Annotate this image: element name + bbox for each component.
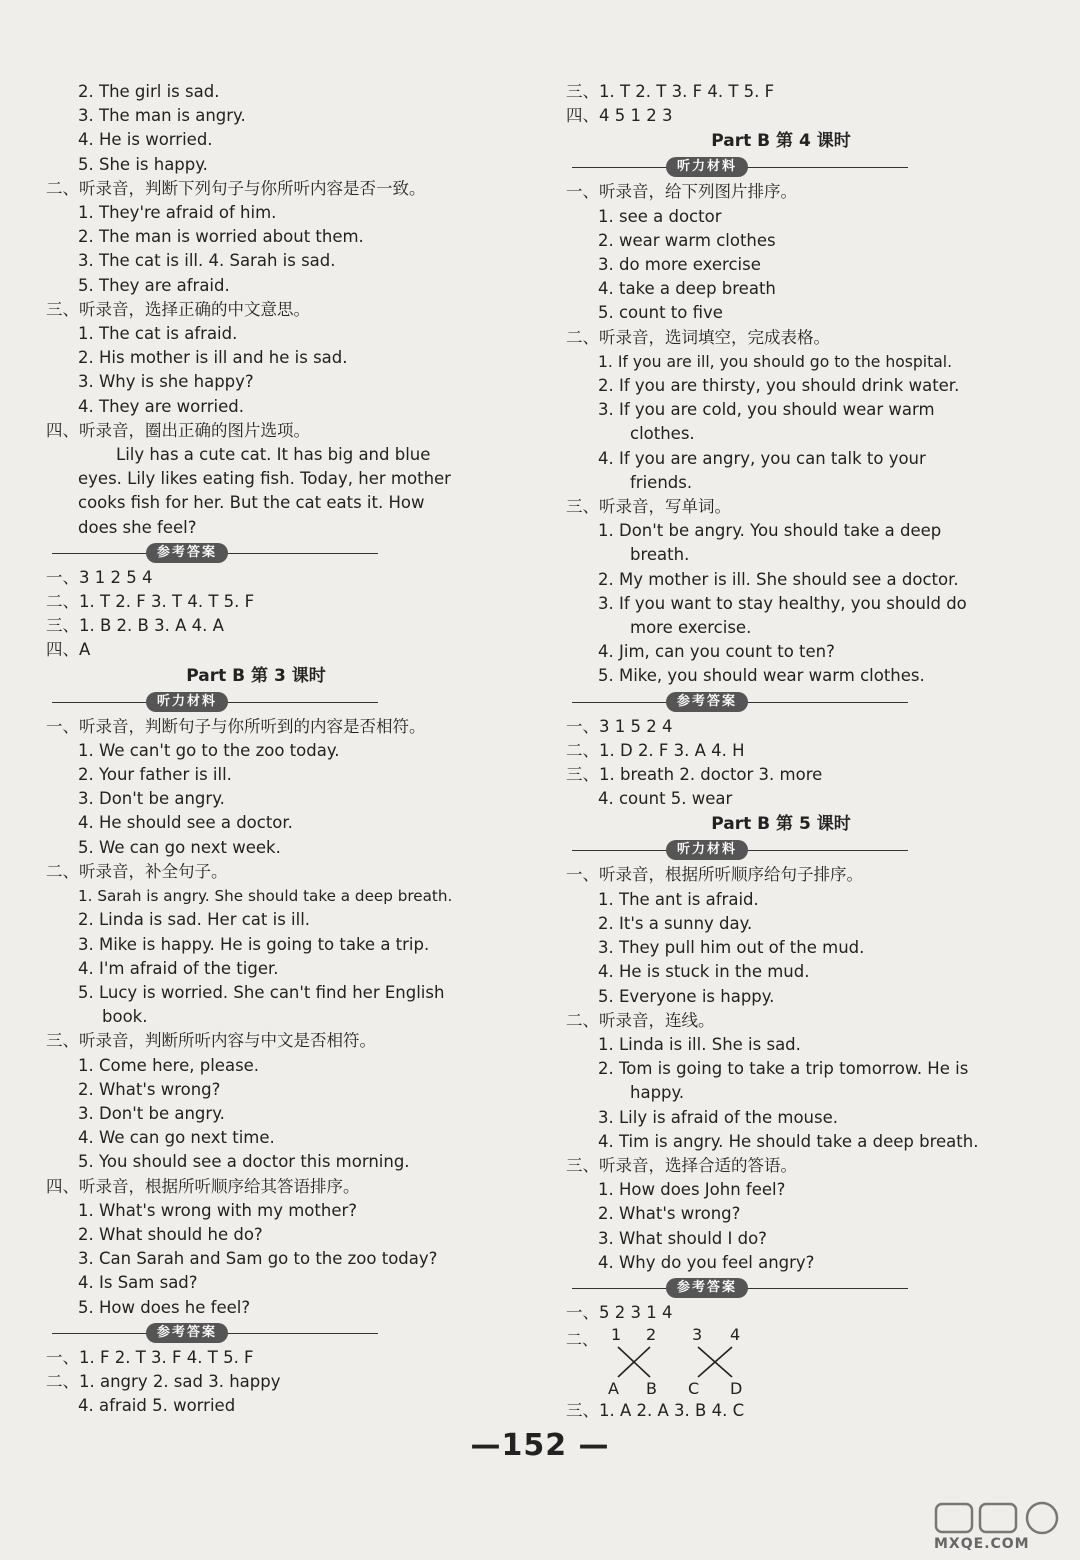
text-line: 2. The girl is sad. [78, 82, 220, 101]
answer-line: 四、4 5 1 2 3 [566, 106, 673, 126]
listening-tag: 听力材料 [666, 840, 748, 860]
listening-banner [566, 839, 996, 861]
match-top-label: 2 [646, 1325, 657, 1345]
text-line: 1. Linda is ill. She is sad. [598, 1034, 801, 1054]
text-line: 5. How does he feel? [78, 1297, 251, 1317]
text-line: 1. Come here, please. [78, 1055, 260, 1075]
question-heading: 二、听录音，判断下列句子与你所听内容是否一致。 [46, 178, 426, 198]
text-line: 1. Sarah is angry. She should take a deep breath. [78, 887, 453, 906]
answer-banner [46, 542, 466, 564]
answer-tag: 参考答案 [666, 1278, 748, 1298]
answer-line: 一、1. F 2. T 3. F 4. T 5. F [46, 1347, 254, 1367]
match-top-label: 3 [692, 1325, 703, 1345]
text-line: 4. He is stuck in the mud. [598, 962, 810, 982]
text-line: 5. count to five [598, 303, 723, 323]
match-top-label: 4 [730, 1325, 741, 1345]
passage-line: eyes. Lily likes eating fish. Today, her mother [78, 469, 451, 489]
text-line: 3. Don't be angry. [78, 1103, 225, 1123]
watermark-site: MXQE.COM [934, 1536, 1030, 1552]
text-line: happy. [630, 1083, 685, 1103]
answer-line: 一、3 1 5 2 4 [566, 716, 673, 736]
section-title: Part B 第 5 课时 [711, 814, 851, 835]
text-line: 2. It's a sunny day. [598, 913, 753, 933]
text-line: book. [102, 1007, 148, 1027]
answer-tag: 参考答案 [146, 1323, 228, 1343]
match-bottom-label: B [646, 1379, 657, 1399]
answer-line: 一、3 1 2 5 4 [46, 567, 153, 587]
answer-prefix: 二、 [566, 1330, 599, 1350]
question-heading: 三、听录音，选择正确的中文意思。 [46, 299, 310, 319]
question-heading: 一、听录音，判断句子与你所听到的内容是否相符。 [46, 716, 426, 736]
answer-line: 三、1. A 2. A 3. B 4. C [566, 1401, 745, 1421]
text-line: 1. How does John feel? [598, 1180, 786, 1200]
match-bottom-label: A [608, 1379, 619, 1399]
question-heading: 二、听录音，补全句子。 [46, 861, 228, 881]
passage-line: cooks fish for her. But the cat eats it. How [78, 493, 425, 513]
text-line: more exercise. [630, 618, 752, 638]
text-line: 4. They are worried. [78, 396, 244, 416]
text-line: 5. They are afraid. [78, 275, 230, 295]
text-line: 4. He should see a doctor. [78, 813, 293, 833]
text-line: 2. Linda is sad. Her cat is ill. [78, 910, 311, 930]
text-line: 1. The ant is afraid. [598, 889, 759, 909]
text-line: 3. Don't be angry. [78, 789, 225, 809]
text-line: 2. What's wrong? [598, 1204, 741, 1224]
text-line: 3. Why is she happy? [78, 372, 254, 392]
question-heading: 四、听录音，圈出正确的图片选项。 [46, 420, 310, 440]
text-line: 1. They're afraid of him. [78, 203, 277, 223]
text-line: 3. What should I do? [598, 1228, 767, 1248]
text-line: 2. What's wrong? [78, 1079, 221, 1099]
right-column [566, 80, 996, 1423]
text-line: 4. Why do you feel angry? [598, 1252, 815, 1272]
match-top-label: 1 [611, 1325, 622, 1345]
text-line: 4. Is Sam sad? [78, 1273, 198, 1293]
listening-tag: 听力材料 [666, 157, 748, 177]
text-line: 2. His mother is ill and he is sad. [78, 348, 348, 368]
text-line: 3. If you want to stay healthy, you should do [598, 593, 967, 613]
left-column [46, 80, 466, 1418]
listening-banner [566, 156, 996, 178]
text-line: 5. Everyone is happy. [598, 986, 775, 1006]
passage-line: Lily has a cute cat. It has big and blue [116, 445, 431, 465]
text-line: 3. If you are cold, you should wear warm [598, 400, 935, 420]
answer-line: 二、1. T 2. F 3. T 4. T 5. F [46, 592, 255, 612]
answer-line: 三、1. T 2. T 3. F 4. T 5. F [566, 82, 775, 101]
answer-line: 4. afraid 5. worried [78, 1396, 236, 1416]
answer-line: 四、A [46, 640, 91, 660]
question-heading: 一、听录音，根据所听顺序给句子排序。 [566, 865, 863, 885]
match-bottom-label: D [730, 1379, 743, 1399]
text-line: breath. [630, 545, 690, 565]
text-line: clothes. [630, 424, 695, 444]
text-line: 1. If you are ill, you should go to the hospital. [598, 352, 953, 371]
question-heading: 四、听录音，根据所听顺序给其答语排序。 [46, 1176, 360, 1196]
page-number: —152 — [470, 1428, 610, 1463]
answer-banner [46, 1322, 466, 1344]
question-heading: 二、听录音，连线。 [566, 1010, 715, 1030]
watermark-logo [900, 1500, 1070, 1552]
answer-line: 一、5 2 3 1 4 [566, 1302, 673, 1322]
section-title: Part B 第 4 课时 [711, 131, 851, 152]
answer-line: 三、1. B 2. B 3. A 4. A [46, 616, 224, 636]
text-line: 3. Lily is afraid of the mouse. [598, 1107, 838, 1127]
text-line: 4. I'm afraid of the tiger. [78, 958, 279, 978]
text-line: 3. The man is angry. [78, 106, 246, 126]
text-line: 1. We can't go to the zoo today. [78, 740, 340, 760]
text-line: 2. What should he do? [78, 1224, 263, 1244]
answer-banner [566, 691, 996, 713]
text-line: 5. She is happy. [78, 154, 208, 174]
answer-banner [566, 1277, 996, 1299]
matching-diagram [566, 1325, 996, 1399]
text-line: 5. You should see a doctor this morning. [78, 1152, 410, 1172]
listening-banner [46, 691, 466, 713]
text-line: 1. Don't be angry. You should take a deep [598, 521, 942, 541]
question-heading: 三、听录音，选择合适的答语。 [566, 1155, 797, 1175]
text-line: 3. Mike is happy. He is going to take a trip. [78, 934, 430, 954]
text-line: 4. He is worried. [78, 130, 213, 150]
text-line: 3. The cat is ill. 4. Sarah is sad. [78, 251, 336, 271]
text-line: friends. [630, 472, 693, 492]
text-line: 1. see a doctor [598, 206, 722, 226]
question-heading: 三、听录音，写单词。 [566, 497, 731, 517]
text-line: 2. The man is worried about them. [78, 227, 364, 247]
match-bottom-label: C [688, 1379, 700, 1399]
text-line: 4. We can go next time. [78, 1128, 275, 1148]
question-heading: 一、听录音，给下列图片排序。 [566, 182, 797, 202]
passage-line: does she feel? [78, 517, 197, 537]
answer-tag: 参考答案 [666, 692, 748, 712]
answer-line: 三、1. breath 2. doctor 3. more [566, 765, 823, 785]
text-line: 3. do more exercise [598, 255, 761, 275]
watermark-mark-icon [934, 1500, 1064, 1536]
text-line: 5. Mike, you should wear warm clothes. [598, 666, 925, 686]
text-line: 3. They pull him out of the mud. [598, 938, 865, 958]
text-line: 2. wear warm clothes [598, 230, 776, 250]
section-title: Part B 第 3 课时 [186, 665, 326, 686]
text-line: 2. My mother is ill. She should see a doctor. [598, 569, 959, 589]
text-line: 2. If you are thirsty, you should drink water. [598, 376, 960, 396]
text-line: 4. If you are angry, you can talk to your [598, 448, 926, 468]
text-line: 5. Lucy is worried. She can't find her English [78, 982, 445, 1002]
text-line: 2. Your father is ill. [78, 765, 232, 785]
text-line: 5. We can go next week. [78, 837, 281, 857]
text-line: 4. take a deep breath [598, 279, 776, 299]
text-line: 2. Tom is going to take a trip tomorrow. He is [598, 1059, 969, 1079]
listening-tag: 听力材料 [146, 692, 228, 712]
text-line: 4. Tim is angry. He should take a deep breath. [598, 1131, 979, 1151]
text-line: 1. The cat is afraid. [78, 324, 238, 344]
text-line: 1. What's wrong with my mother? [78, 1200, 358, 1220]
answer-tag: 参考答案 [146, 543, 228, 563]
text-line: 3. Can Sarah and Sam go to the zoo today? [78, 1249, 438, 1269]
text-line: 4. Jim, can you count to ten? [598, 642, 835, 662]
answer-line: 二、1. angry 2. sad 3. happy [46, 1371, 281, 1391]
answer-line: 4. count 5. wear [598, 789, 733, 809]
question-heading: 二、听录音，选词填空，完成表格。 [566, 327, 830, 347]
answer-line: 二、1. D 2. F 3. A 4. H [566, 740, 745, 760]
question-heading: 三、听录音，判断所听内容与中文是否相符。 [46, 1031, 376, 1051]
